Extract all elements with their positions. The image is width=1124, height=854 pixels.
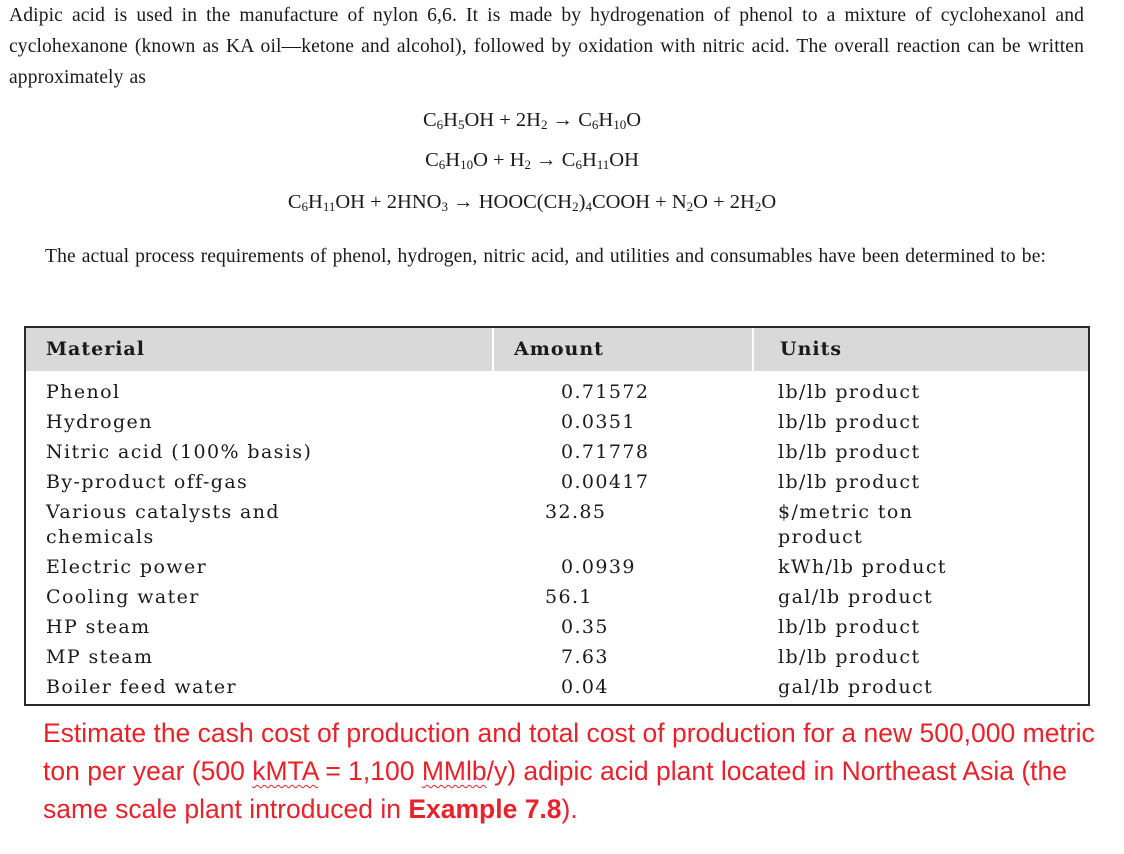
equation-1: $C_6H_5OH + 2H_2 \to C_6H_{10}O$ (422, 109, 642, 132)
requirements-table (24, 326, 1090, 706)
kmta-term: kMTA (252, 756, 318, 786)
equation-3: $C_6H_{11}OH + 2HNO_3$ → $HOOC(CH_2)_4COOH + N_2O + 2H_2O$ (287, 191, 777, 214)
amount-cell: 0.00417 (561, 471, 650, 493)
material-cell: Phenol (46, 381, 121, 403)
units-cell: lb/lb product (778, 616, 921, 638)
intro-paragraph: Adipic acid is used in the manufacture of nylon 6,6. It is made by hydrogenation of phenol to a mixture of cyclohexanol and cyclohexanone (known as KA oil—ketone and alcohol), followed by oxidation with nitric acid. The overall reaction can be written approximately as (9, 5, 1084, 88)
units-cell: lb/lb product (778, 441, 921, 463)
units-cell: lb/lb product (778, 646, 921, 668)
amount-cell: 0.71778 (561, 441, 650, 463)
question-text: Estimate the cash cost of production and total cost of production for a new 500,000 metric ton per year (500 kMTA = 1,100 MMlb/y) adipic acid plant located in Northeast Asia (the same scale plant introduced in Example 7.8). (43, 718, 1095, 824)
header-amount: Amount (514, 338, 604, 360)
header-divider (752, 328, 754, 371)
requirements-paragraph: The actual process requirements of phenol, hydrogen, nitric acid, and utilities and consumables have been determined to be: (45, 246, 1047, 267)
material-cell: By-product off-gas (46, 471, 249, 493)
material-cell: Nitric acid (100% basis) (46, 441, 313, 463)
material-cell: Various catalysts and chemicals (46, 501, 280, 548)
material-cell: Cooling water (46, 586, 200, 608)
amount-cell: 56.1 (545, 586, 593, 608)
example-reference: Example 7.8 (408, 794, 562, 824)
units-cell: lb/lb product (778, 471, 921, 493)
material-cell: MP steam (46, 646, 154, 668)
units-cell: lb/lb product (778, 381, 921, 403)
units-cell: kWh/lb product (778, 556, 947, 578)
table-header (26, 328, 1088, 371)
material-cell: HP steam (46, 616, 151, 638)
amount-cell: 0.0351 (561, 411, 636, 433)
mmlb-term: MMlb (421, 756, 487, 786)
amount-cell: 32.85 (545, 501, 607, 523)
amount-cell: 0.35 (561, 616, 609, 638)
units-cell: $/metric ton product (778, 501, 914, 548)
material-cell: Hydrogen (46, 411, 153, 433)
material-cell: Electric power (46, 556, 208, 578)
amount-cell: 0.04 (561, 676, 609, 698)
equation-2: $C_6H_{10}O + H_2 \to C_6H_{11}OH$ (425, 149, 639, 172)
header-units: Units (780, 338, 843, 360)
amount-cell: 7.63 (561, 646, 609, 668)
header-material: Material (46, 338, 145, 360)
material-cell: Boiler feed water (46, 676, 237, 698)
units-cell: gal/lb product (778, 676, 934, 698)
units-cell: gal/lb product (778, 586, 934, 608)
units-cell: lb/lb product (778, 411, 921, 433)
amount-cell: 0.0939 (561, 556, 636, 578)
amount-cell: 0.71572 (561, 381, 650, 403)
